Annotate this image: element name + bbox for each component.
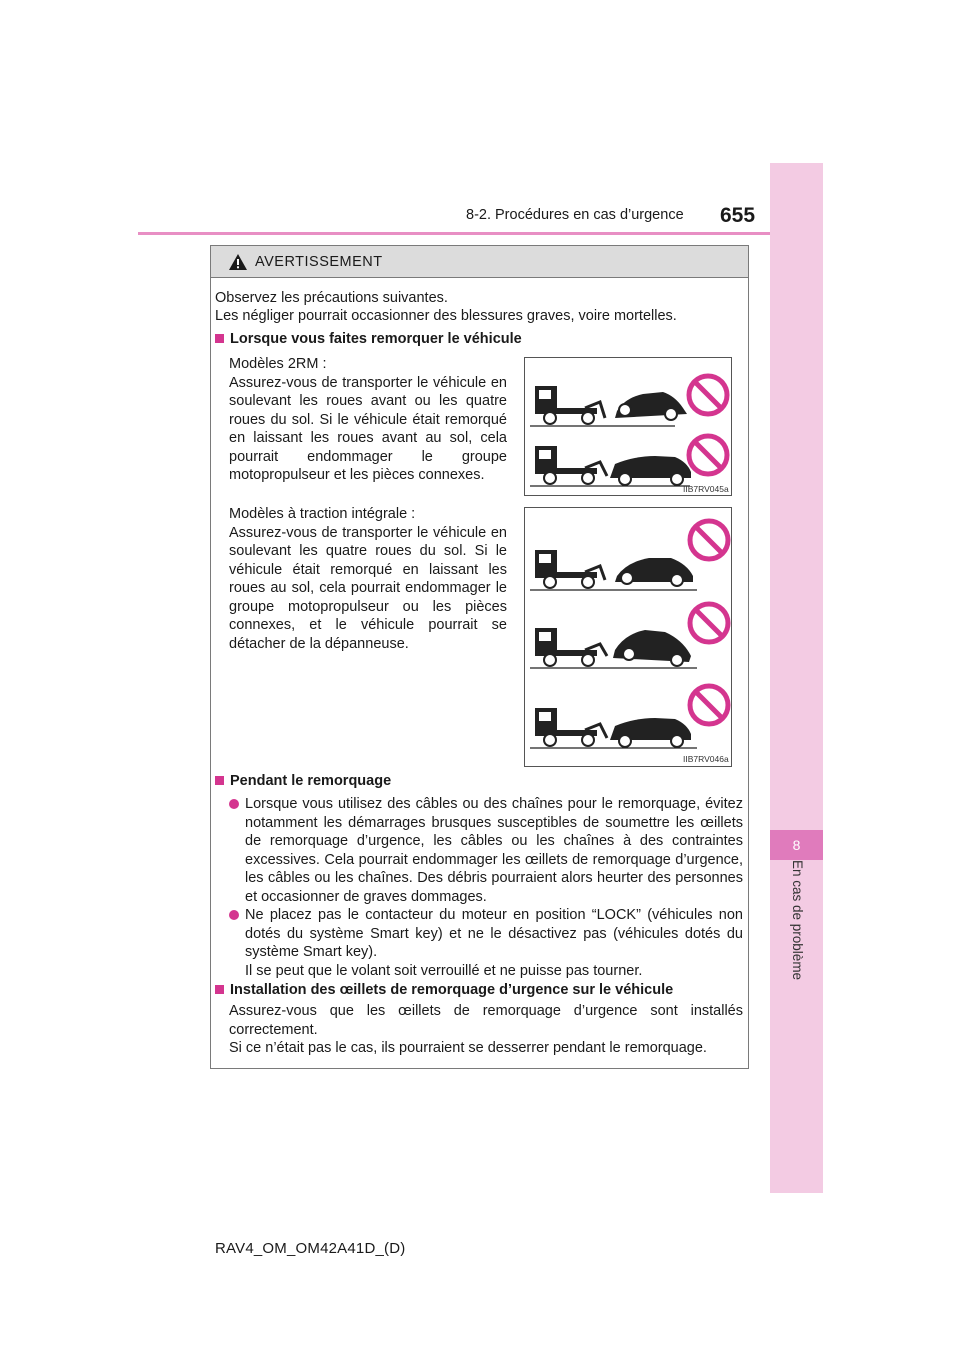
paragraph-awd: Modèles à traction intégrale : Assurez-vous de transporter le véhicule en soulevant les quatre roues du sol. Si le véhicule était remorqué en laissant les roues au sol, cela pourrait endommager le groupe motopropulseur ou les pièces connexes, et le véhicule pourrait se détacher de la dépanneuse. bbox=[229, 506, 507, 652]
prohibition-icon bbox=[690, 521, 728, 559]
section1-heading: Lorsque vous faites remorquer le véhicule bbox=[215, 330, 745, 349]
header-rule bbox=[138, 232, 823, 235]
section3-paragraph-extra: Si ce n’était pas le cas, ils pourraient se desserrer pendant le remorquage. bbox=[229, 1040, 707, 1056]
tow-truck-row-1 bbox=[530, 386, 687, 426]
tow-truck-row-2 bbox=[530, 446, 691, 486]
warning-intro-line1: Observez les précautions suivantes. bbox=[215, 290, 448, 306]
square-bullet-icon bbox=[215, 334, 224, 343]
chapter-title bbox=[770, 860, 823, 1020]
circle-bullet-icon bbox=[229, 799, 239, 809]
bullet2-text: Ne placez pas le contacteur du moteur en position “LOCK” (véhicules non dotés du système Smart key) et ne le désactivez pas (véhicules dotés du système Smart key). bbox=[245, 907, 743, 960]
section2-heading: Pendant le remorquage bbox=[215, 772, 745, 791]
figure-2wd-towing bbox=[524, 357, 732, 496]
prohibition-icon bbox=[690, 604, 728, 642]
section2-bullet1 bbox=[229, 795, 745, 906]
towing-illustration-2wd bbox=[525, 358, 731, 495]
page-number: 655 bbox=[720, 204, 756, 227]
prohibition-icon bbox=[689, 436, 727, 474]
chapter-number: 8 bbox=[770, 830, 823, 860]
warning-title: AVERTISSEMENT bbox=[255, 254, 383, 270]
section-title: 8-2. Procédures en cas d’urgence bbox=[466, 207, 684, 223]
tow-truck-row-1 bbox=[530, 550, 697, 590]
section2-bullet2 bbox=[229, 906, 745, 980]
figure-code: IIB7RV046a bbox=[683, 754, 729, 764]
paragraph-2wd: Modèles 2RM : Assurez-vous de transporter le véhicule en soulevant les roues avant ou les quatre roues du sol. Si le véhicule était remorqué en laissant les roues avant au sol, cela pourrait endommager le groupe motopropulseur et les pièces connexes. bbox=[229, 356, 507, 483]
bullet2-extra-text: Il se peut que le volant soit verrouillé et ne puisse pas tourner. bbox=[245, 962, 643, 979]
chapter-side-tab bbox=[770, 163, 823, 1193]
warning-intro-line2: Les négliger pourrait occasionner des blessures graves, voire mortelles. bbox=[215, 308, 677, 324]
tow-truck-row-3 bbox=[530, 708, 697, 748]
section3-heading: Installation des œillets de remorquage d’urgence sur le véhicule bbox=[215, 981, 745, 1000]
tow-truck-row-2 bbox=[530, 628, 697, 668]
square-bullet-icon bbox=[215, 776, 224, 785]
square-bullet-icon bbox=[215, 985, 224, 994]
circle-bullet-icon bbox=[229, 910, 239, 920]
section3-paragraph: Assurez-vous que les œillets de remorquage d’urgence sont installés correctement. bbox=[229, 1003, 743, 1038]
figure-awd-towing bbox=[524, 507, 732, 767]
prohibition-icon bbox=[690, 686, 728, 724]
document-code: RAV4_OM_OM42A41D_(D) bbox=[215, 1240, 406, 1257]
prohibition-icon bbox=[689, 376, 727, 414]
bullet1-text: Lorsque vous utilisez des câbles ou des chaînes pour le remorquage, évitez notamment les démarrages brusques susceptibles de soumettre les œillets de remorquage d’urgence, les câbles ou les chaînes à des contraintes excessives. Cela pourrait endommager les œillets de remorquage d’urgence, les câbles ou les chaînes. Des débris pourraient alors heurter des personnes et occasionner de graves dommages. bbox=[245, 796, 743, 905]
warning-triangle-icon bbox=[228, 253, 248, 271]
chapter-title-text: En cas de problème bbox=[789, 860, 805, 981]
figure-code: IIB7RV045a bbox=[683, 484, 729, 494]
towing-illustration-awd bbox=[525, 508, 731, 766]
